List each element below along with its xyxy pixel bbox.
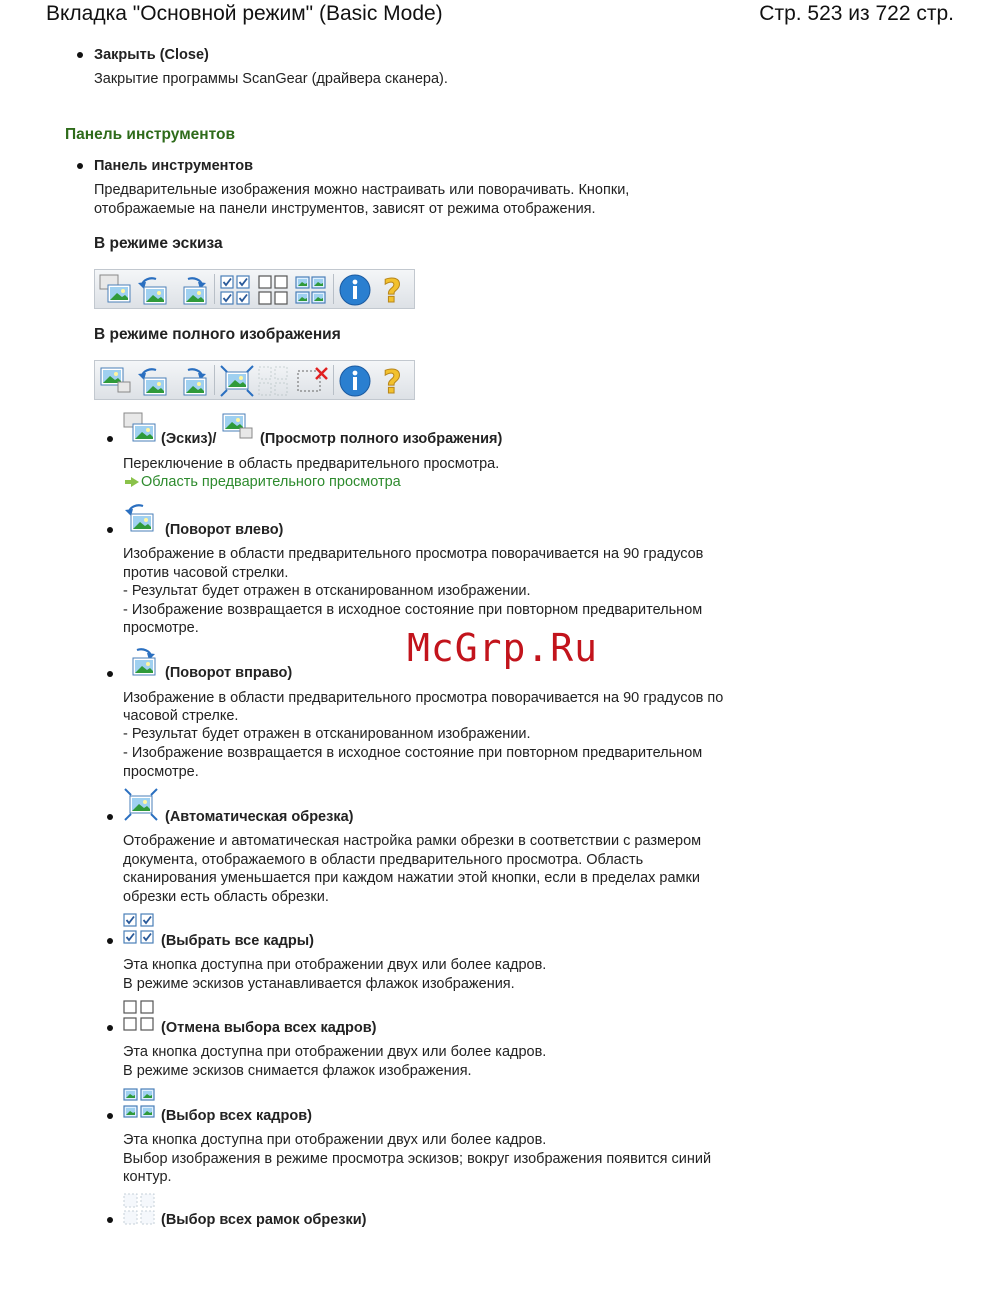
bullet xyxy=(107,1025,113,1031)
bullet xyxy=(107,814,113,820)
rotate-left-desc-4: - Изображение возвращается в исходное состояние при повторном предварительном xyxy=(123,602,703,618)
select-all-crop-frames-icon xyxy=(123,1192,157,1226)
rotate-right-icon[interactable] xyxy=(174,273,210,307)
rotate-right-desc-3: - Результат будет отражен в отсканированном изображении. xyxy=(123,726,531,742)
select-all-frames-icon[interactable] xyxy=(295,274,329,306)
rotate-left-icon xyxy=(123,500,161,536)
toolbar-item-desc-1: Предварительные изображения можно настраивать или поворачивать. Кнопки, xyxy=(94,182,630,198)
auto-crop-desc-2: документа, отображаемого в области предварительного просмотра. Область xyxy=(123,852,644,868)
uncheck-all-desc-2: В режиме эскизов снимается флажок изображения. xyxy=(123,1063,472,1079)
select-all-desc-1: Эта кнопка доступна при отображении двух или более кадров. xyxy=(123,1132,547,1148)
rotate-right-icon[interactable] xyxy=(174,364,210,398)
uncheck-all-frames-icon[interactable] xyxy=(257,274,291,306)
select-all-frames-icon xyxy=(123,1087,157,1121)
close-item-label: Закрыть (Close) xyxy=(94,47,209,63)
svg-text:?: ? xyxy=(383,363,402,399)
rotate-left-desc-2: против часовой стрелки. xyxy=(123,565,289,581)
bullet xyxy=(107,938,113,944)
clear-crop-frame-icon[interactable] xyxy=(295,365,331,397)
toolbar-thumbnail-mode xyxy=(94,269,415,309)
auto-crop-desc-4: обрезки есть область обрезки. xyxy=(123,889,329,905)
rotate-right-desc-5: просмотре. xyxy=(123,764,199,780)
rotate-left-desc-3: - Результат будет отражен в отсканированном изображении. xyxy=(123,583,531,599)
auto-crop-label: (Автоматическая обрезка) xyxy=(165,809,354,825)
check-all-frames-icon[interactable] xyxy=(219,274,253,306)
svg-text:?: ? xyxy=(383,272,402,308)
select-all-crop-label: (Выбор всех рамок обрезки) xyxy=(161,1212,367,1228)
rotate-left-icon[interactable] xyxy=(136,364,172,398)
uncheck-all-label: (Отмена выбора всех кадров) xyxy=(161,1020,377,1036)
full-image-view-icon xyxy=(221,412,257,444)
bullet xyxy=(107,527,113,533)
help-icon[interactable] xyxy=(377,363,411,399)
select-all-label: (Выбор всех кадров) xyxy=(161,1108,312,1124)
auto-crop-desc-1: Отображение и автоматическая настройка рамки обрезки в соответствии с размером xyxy=(123,833,702,849)
auto-crop-desc-3: сканирования уменьшается при каждом нажатии этой кнопки, если в пределах рамки xyxy=(123,870,700,886)
thumbnail-mode-title: В режиме эскиза xyxy=(94,235,223,252)
rotate-right-desc-4: - Изображение возвращается в исходное состояние при повторном предварительном xyxy=(123,745,703,761)
rotate-right-desc-1: Изображение в области предварительного просмотра поворачивается на 90 градусов по xyxy=(123,690,724,706)
toolbar-full-image-mode xyxy=(94,360,415,400)
rotate-right-label: (Поворот вправо) xyxy=(165,665,293,681)
info-icon[interactable] xyxy=(338,364,372,398)
thumbnail-icon[interactable] xyxy=(98,273,134,307)
bullet xyxy=(107,436,113,442)
thumbnail-icon xyxy=(123,412,157,444)
page-number: Стр. 523 из 722 стр. xyxy=(759,2,954,25)
close-item-desc: Закрытие программы ScanGear (драйвера сканера). xyxy=(94,71,448,87)
bullet xyxy=(107,1217,113,1223)
rotate-right-icon xyxy=(123,644,161,680)
auto-crop-icon xyxy=(123,787,161,823)
toolbar-item-desc-2: отображаемые на панели инструментов, зависят от режима отображения. xyxy=(94,201,596,217)
bullet xyxy=(77,52,83,58)
rotate-left-desc-5: просмотре. xyxy=(123,620,199,636)
watermark: McGrp.Ru xyxy=(407,626,599,670)
section-title: Панель инструментов xyxy=(65,126,236,143)
bullet xyxy=(77,163,83,169)
rotate-left-desc-1: Изображение в области предварительного просмотра поворачивается на 90 градусов xyxy=(123,546,704,562)
info-icon[interactable] xyxy=(338,273,372,307)
thumb-label-a: (Эскиз)/ xyxy=(161,431,217,447)
check-all-frames-icon xyxy=(123,912,157,945)
preview-area-link-text: Область предварительного просмотра xyxy=(141,474,401,490)
help-icon[interactable] xyxy=(377,272,411,308)
rotate-left-label: (Поворот влево) xyxy=(165,522,284,538)
auto-crop-icon[interactable] xyxy=(219,364,255,398)
bullet xyxy=(107,671,113,677)
rotate-left-icon[interactable] xyxy=(136,273,172,307)
thumb-desc: Переключение в область предварительного просмотра. xyxy=(123,456,500,472)
check-all-desc-1: Эта кнопка доступна при отображении двух или более кадров. xyxy=(123,957,547,973)
select-all-crop-frames-icon[interactable] xyxy=(257,365,291,397)
select-all-desc-3: контур. xyxy=(123,1169,172,1185)
page-header-title: Вкладка "Основной режим" (Basic Mode) xyxy=(46,2,443,25)
preview-area-link[interactable] xyxy=(123,473,401,492)
thumb-label-b: (Просмотр полного изображения) xyxy=(260,431,503,447)
check-all-label: (Выбрать все кадры) xyxy=(161,933,314,949)
full-image-view-icon[interactable] xyxy=(98,364,134,398)
rotate-right-desc-2: часовой стрелке. xyxy=(123,708,239,724)
select-all-desc-2: Выбор изображения в режиме просмотра эскизов; вокруг изображения появится синий xyxy=(123,1151,712,1167)
check-all-desc-2: В режиме эскизов устанавливается флажок изображения. xyxy=(123,976,515,992)
uncheck-all-frames-icon xyxy=(123,999,157,1032)
full-image-mode-title: В режиме полного изображения xyxy=(94,326,341,343)
arrow-icon xyxy=(131,477,139,487)
bullet xyxy=(107,1113,113,1119)
uncheck-all-desc-1: Эта кнопка доступна при отображении двух или более кадров. xyxy=(123,1044,547,1060)
toolbar-item-label: Панель инструментов xyxy=(94,158,254,174)
